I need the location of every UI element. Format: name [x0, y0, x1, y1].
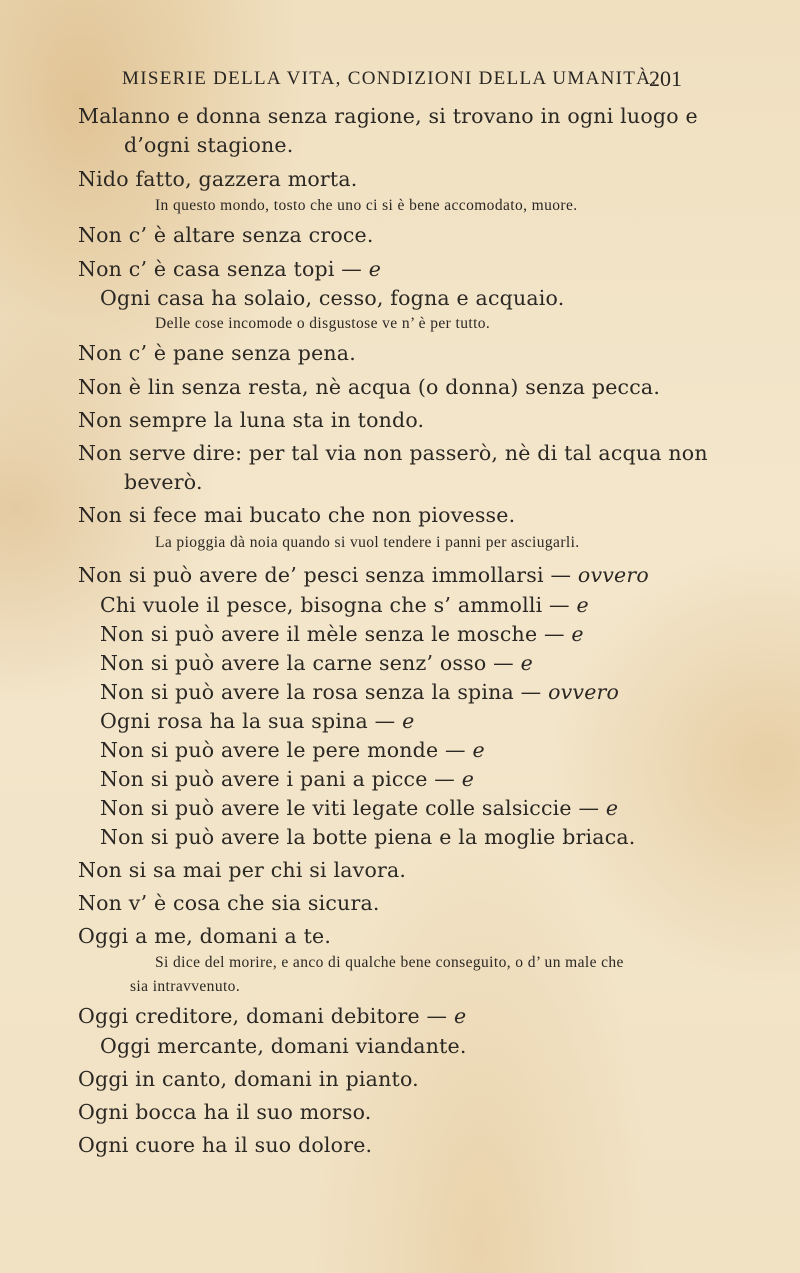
proverb-line: Malanno e donna senza ragione, si trovano in ogni luogo e: [78, 104, 698, 128]
running-header: [122, 68, 682, 98]
page-number: 201: [649, 66, 682, 91]
gloss-note: Si dice del morire, e anco di qualche bene conseguito, o d’ un male che: [155, 954, 624, 971]
proverb-line: Non c’ è pane senza pena.: [78, 341, 356, 365]
proverb-line: Non v’ è cosa che sia sicura.: [78, 891, 380, 915]
proverb-line: Non c’ è casa senza topi — e: [78, 257, 382, 281]
proverb-line: Oggi a me, domani a te.: [78, 924, 332, 948]
proverb-line: beverò.: [124, 470, 203, 494]
proverb-line: d’ogni stagione.: [124, 133, 294, 157]
header-title: MISERIE DELLA VITA, CONDIZIONI DELLA UMANITÀ.: [122, 68, 658, 89]
proverb-line: Chi vuole il pesce, bisogna che s’ ammolli — e: [100, 593, 589, 617]
proverb-line: Ogni bocca ha il suo morso.: [78, 1100, 372, 1124]
proverb-line: Non serve dire: per tal via non passerò, nè di tal acqua non: [78, 441, 708, 465]
gloss-note: In questo mondo, tosto che uno ci si è bene accomodato, muore.: [155, 197, 578, 214]
proverb-line: Non c’ è altare senza croce.: [78, 223, 374, 247]
gloss-note: Delle cose incomode o disgustose ve n’ è per tutto.: [155, 315, 491, 332]
proverb-line: Non sempre la luna sta in tondo.: [78, 408, 425, 432]
proverb-line: Oggi in canto, domani in pianto.: [78, 1067, 419, 1091]
proverb-line: Non si può avere i pani a picce — e: [100, 767, 475, 791]
proverb-line: Non si sa mai per chi si lavora.: [78, 858, 407, 882]
proverb-line: Ogni casa ha solaio, cesso, fogna e acquaio.: [100, 286, 565, 310]
proverb-line: Non si fece mai bucato che non piovesse.: [78, 503, 516, 527]
proverb-line: Non si può avere de’ pesci senza immollarsi — ovvero: [78, 563, 649, 587]
gloss-note: La pioggia dà noia quando si vuol tendere i panni per asciugarli.: [155, 534, 580, 551]
proverb-line: Non si può avere le pere monde — e: [100, 738, 485, 762]
proverb-line: Oggi mercante, domani viandante.: [100, 1034, 467, 1058]
proverb-line: Non è lin senza resta, nè acqua (o donna) senza pecca.: [78, 375, 661, 399]
proverb-line: Ogni cuore ha il suo dolore.: [78, 1133, 373, 1157]
proverb-line: Non si può avere le viti legate colle salsiccie — e: [100, 796, 619, 820]
proverb-line: Nido fatto, gazzera morta.: [78, 167, 358, 191]
proverb-line: Ogni rosa ha la sua spina — e: [100, 709, 415, 733]
proverb-line: Non si può avere la botte piena e la moglie briaca.: [100, 825, 636, 849]
proverb-line: Oggi creditore, domani debitore — e: [78, 1004, 467, 1028]
proverb-line: Non si può avere la carne senz’ osso — e: [100, 651, 533, 675]
proverb-line: Non si può avere la rosa senza la spina — ovvero: [100, 680, 620, 704]
proverb-line: Non si può avere il mèle senza le mosche — e: [100, 622, 584, 646]
gloss-note: sia intravvenuto.: [130, 978, 241, 995]
